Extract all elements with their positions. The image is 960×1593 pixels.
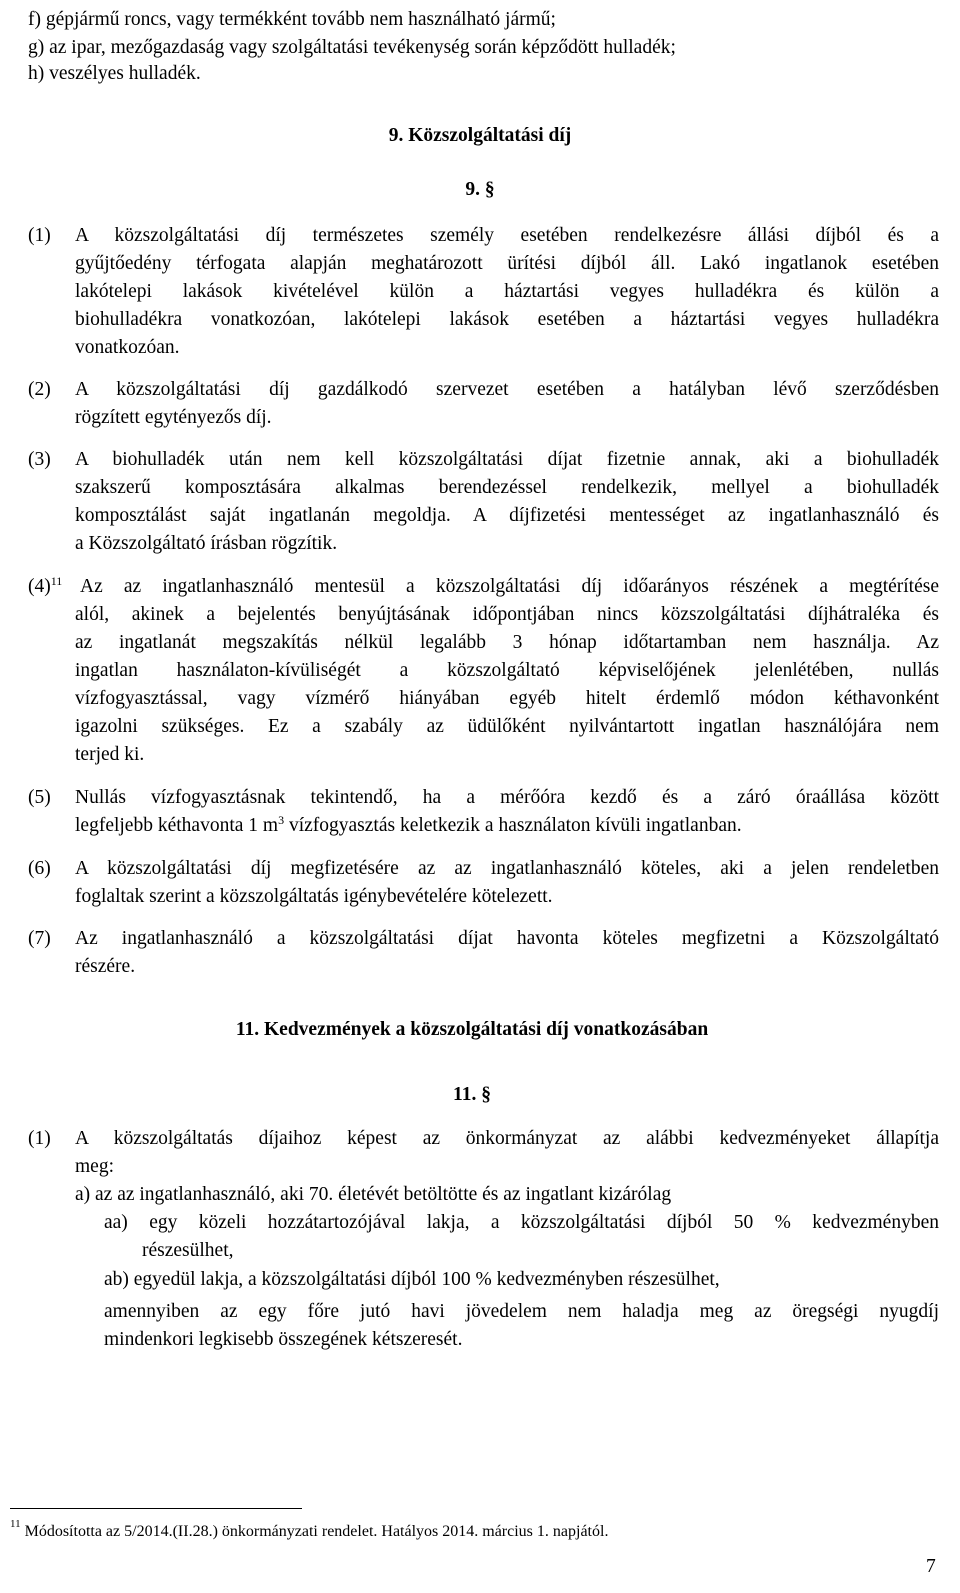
paragraph-line: gyűjtőedény térfogata alapján meghatározott ürítési díjból áll. Lakó ingatlanok esetében (75, 253, 939, 274)
paragraph-label: (3) (28, 449, 51, 470)
paragraph-number: (4) (28, 576, 51, 597)
list-item-f: f) gépjármű roncs, vagy termékként tovább nem használható jármű; (28, 9, 556, 30)
paragraph-line: ingatlan használaton-kívüliségét a közszolgáltató képviselőjének jelenlétében, nullás (75, 660, 939, 681)
text-run: legfeljebb kéthavonta 1 m (75, 815, 279, 836)
paragraph-line: vonatkozóan. (75, 337, 180, 358)
paragraph-line (75, 813, 742, 836)
paragraph-line: részére. (75, 956, 136, 977)
paragraph-line: komposztálást saját ingatlanán megoldja. A díjfizetési mentességet az ingatlanhasználó és (75, 505, 939, 526)
paragraph-line: A biohulladék után nem kell közszolgáltatási díjat fizetnie annak, aki a biohulladék (75, 449, 939, 470)
paragraph-label: (1) (28, 1128, 51, 1149)
paragraph-line: biohulladékra vonatkozóan, lakótelepi lakások esetében a háztartási vegyes hulladékra (75, 309, 939, 330)
paragraph-line: Az az ingatlanhasználó mentesül a közszolgáltatási díj időarányos részének a megtérítése (80, 576, 939, 597)
page-number: 7 (926, 1556, 936, 1577)
paragraph-line: terjed ki. (75, 744, 145, 765)
paragraph-label: (5) (28, 787, 51, 808)
footnote (10, 1518, 609, 1541)
paragraph-line: vízfogyasztással, vagy vízmérő hiányában egyéb hitelt érdemlő módon kéthavonként (75, 688, 939, 709)
paragraph-label (28, 574, 63, 597)
paragraph-line: mindenkori legkisebb összegének kétszeresét. (104, 1329, 463, 1350)
list-item-g: g) az ipar, mezőgazdaság vagy szolgáltatási tevékenység során képződött hulladék; (28, 37, 676, 58)
paragraph-line: A közszolgáltatási díj gazdálkodó szervezet esetében a hatályban lévő szerződésben (75, 379, 939, 400)
paragraph-label: (1) (28, 225, 51, 246)
paragraph-line: A közszolgáltatási díj természetes személy esetében rendelkezésre állási díjból és a (75, 225, 939, 246)
list-item-h: h) veszélyes hulladék. (28, 63, 201, 84)
chapter-9-title: 9. Közszolgáltatási díj (388, 125, 572, 146)
paragraph-line: A közszolgáltatás díjaihoz képest az önkormányzat az alábbi kedvezményeket állapítja (75, 1128, 939, 1149)
footnote-reference[interactable]: 11 (50, 574, 63, 588)
superscript: 3 (278, 813, 285, 827)
list-item-a: a) az az ingatlanhasználó, aki 70. életévét betöltötte és az ingatlant kizárólag (75, 1184, 672, 1205)
list-item-aa-continued: részesülhet, (142, 1240, 234, 1261)
paragraph-label: (7) (28, 928, 51, 949)
list-item-ab: ab) egyedül lakja, a közszolgáltatási díjból 100 % kedvezményben részesülhet, (104, 1269, 720, 1290)
footnote-separator (10, 1508, 302, 1509)
paragraph-line: lakótelepi lakások kivételével külön a háztartási vegyes hulladékra és külön a (75, 281, 939, 302)
paragraph-line: az ingatlanát megszakítás nélkül legalább 3 hónap időtartamban nem használja. Az (75, 632, 939, 653)
paragraph-line: alól, akinek a bejelentés benyújtásának időpontjában nincs közszolgáltatási díjhátraléka és (75, 604, 939, 625)
paragraph-line: szakszerű komposztására alkalmas berendezéssel rendelkezik, mellyel a biohulladék (75, 477, 939, 498)
footnote-text: Módosította az 5/2014.(II.28.) önkormányzati rendelet. Hatályos 2014. március 1. napjától. (24, 1523, 609, 1540)
paragraph-line: A közszolgáltatási díj megfizetésére az az ingatlanhasználó köteles, aki a jelen rendeletben (75, 858, 939, 879)
paragraph-label: (2) (28, 379, 51, 400)
chapter-11-title: 11. Kedvezmények a közszolgáltatási díj vonatkozásában (235, 1019, 709, 1040)
list-item-aa: aa) egy közeli hozzátartozójával lakja, a közszolgáltatási díjból 50 % kedvezményben (104, 1212, 939, 1233)
section-11-sign: 11. § (453, 1084, 491, 1105)
paragraph-line: foglaltak szerint a közszolgáltatás igénybevételére kötelezett. (75, 886, 553, 907)
text-run: vízfogyasztás keletkezik a használaton kívüli ingatlanban. (284, 815, 742, 836)
paragraph-line: a Közszolgáltató írásban rögzítik. (75, 533, 338, 554)
paragraph-line: amennyiben az egy főre jutó havi jövedelem nem haladja meg az öregségi nyugdíj (104, 1301, 939, 1322)
footnote-number: 11 (10, 1518, 21, 1530)
paragraph-line: meg: (75, 1156, 114, 1177)
section-9-sign: 9. § (465, 179, 495, 200)
paragraph-line: rögzített egytényezős díj. (75, 407, 272, 428)
paragraph-label: (6) (28, 858, 51, 879)
paragraph-line: Nullás vízfogyasztásnak tekintendő, ha a mérőóra kezdő és a záró óraállása között (75, 787, 939, 808)
paragraph-line: Az ingatlanhasználó a közszolgáltatási díjat havonta köteles megfizetni a Közszolgáltató (75, 928, 939, 949)
paragraph-line: igazolni szükséges. Ez a szabály az üdülőként nyilvántartott ingatlan használójára nem (75, 716, 939, 737)
